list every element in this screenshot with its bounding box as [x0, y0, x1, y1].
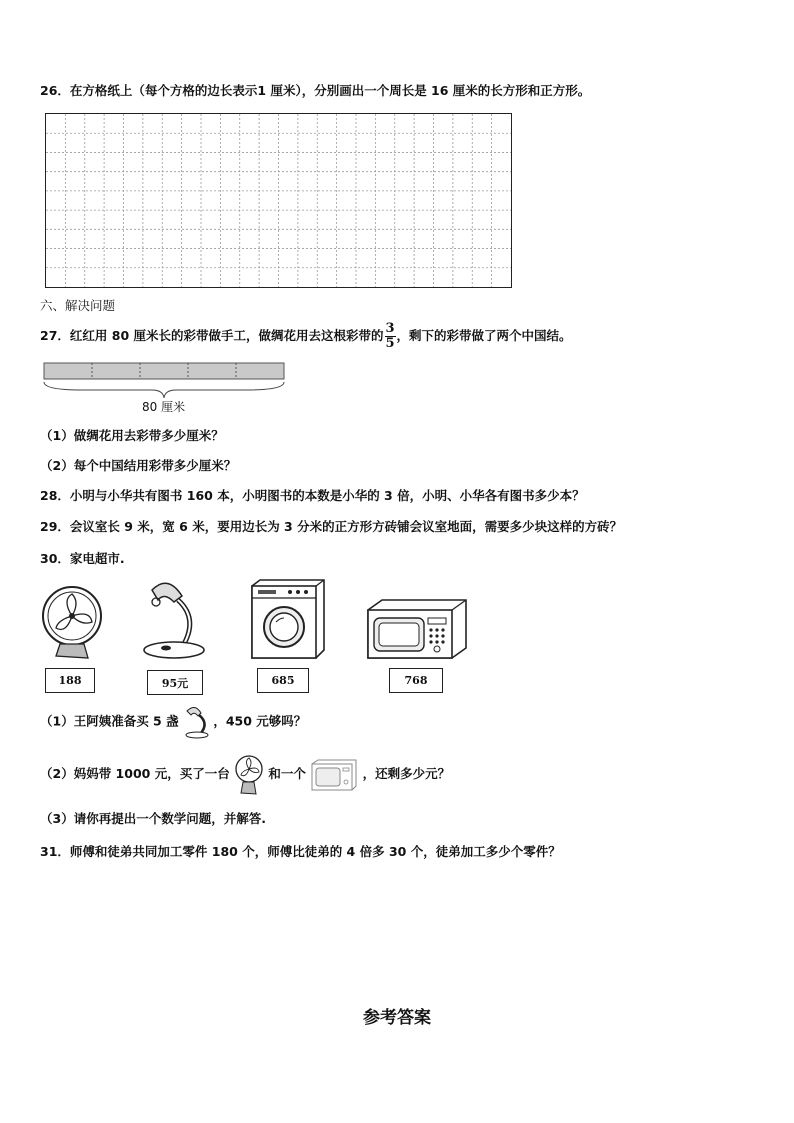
- question-30: 30．家电超市.: [40, 551, 125, 566]
- ribbon-brace: [44, 382, 284, 398]
- answer-section-title: 参考答案: [363, 1008, 431, 1028]
- microwave-icon: [364, 598, 470, 662]
- question-27-sub-2: （2）每个中国结用彩带多少厘米？: [40, 458, 237, 473]
- ribbon-bar: [44, 363, 284, 379]
- price-box-washing-machine: 685: [257, 668, 309, 693]
- section-heading: 六、解决问题: [40, 298, 116, 313]
- question-27-text-before: 27．红红用 80 厘米长的彩带做手工，做绸花用去这根彩带的: [40, 328, 384, 343]
- grid-lines: [46, 114, 511, 287]
- fraction-denominator: 5: [385, 336, 395, 351]
- question-30-sub-2: [40, 752, 450, 797]
- question-30-sub-3: （3）请你再提出一个数学问题，并解答.: [40, 811, 266, 826]
- question-30-sub-2-text-mid: 和一个: [268, 766, 306, 781]
- fraction-numerator: 3: [385, 321, 395, 336]
- question-30-sub-1: [40, 705, 306, 739]
- question-27-sub-1: （1）做绸花用去彩带多少厘米？: [40, 428, 224, 443]
- fan-icon: [40, 582, 110, 662]
- fraction: [385, 322, 396, 351]
- desk-lamp-icon: [138, 578, 208, 662]
- fan-icon: [234, 753, 264, 797]
- question-27-text-after: ，剩下的彩带做了两个中国结。: [396, 328, 572, 343]
- price-box-lamp: 95元: [147, 670, 203, 695]
- ribbon-length-label: 80 厘米: [142, 400, 186, 414]
- microwave-icon: [310, 758, 358, 792]
- question-29: 29．会议室长 9 米，宽 6 米，要用边长为 3 分米的正方形方砖铺会议室地面，需要多少块这样的方砖？: [40, 519, 623, 534]
- question-30-sub-2-text-after: ，还剩多少元？: [362, 766, 451, 781]
- question-26: 26．在方格纸上（每个方格的边长表示1 厘米），分别画出一个周长是 16 厘米的长方形和正方形。: [40, 83, 591, 98]
- question-27: [40, 322, 572, 351]
- washing-machine-icon: [246, 578, 328, 662]
- desk-lamp-icon: [183, 705, 209, 739]
- question-31: 31．师傅和徒弟共同加工零件 180 个，师傅比徒弟的 4 倍多 30 个，徒弟加工多少个零件？: [40, 844, 561, 859]
- grid-paper[interactable]: [45, 113, 512, 288]
- question-28: 28．小明与小华共有图书 160 本，小明图书的本数是小华的 3 倍，小明、小华各有图书多少本？: [40, 488, 585, 503]
- price-box-microwave: 768: [389, 668, 443, 693]
- question-30-sub-2-text-before: （2）妈妈带 1000 元，买了一台: [40, 766, 230, 781]
- price-box-fan: 188: [45, 668, 95, 693]
- question-30-sub-1-text-before: （1）王阿姨准备买 5 盏: [40, 713, 179, 729]
- question-30-sub-1-text-after: ，450 元够吗？: [213, 713, 307, 729]
